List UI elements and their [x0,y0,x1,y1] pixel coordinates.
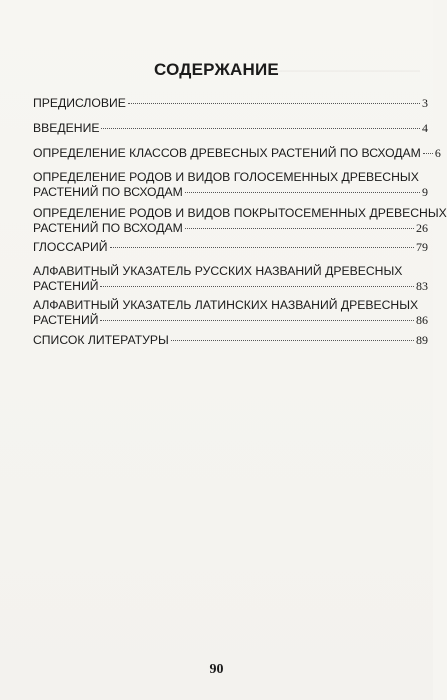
toc-entry [33,121,428,136]
toc-entry [33,146,441,161]
toc-entry [33,298,428,328]
toc-entry-title: ОПРЕДЕЛЕНИЕ РОДОВ И ВИДОВ ГОЛОСЕМЕННЫХ ДРЕВЕСНЫХ [33,170,419,184]
toc-entry [33,206,447,236]
toc-entry-title: РАСТЕНИЙ [33,313,99,327]
toc-entry [33,333,428,348]
toc-entry-title: РАСТЕНИЙ [33,279,99,293]
show-through-texture: ──────────────────── [235,63,420,78]
toc-entry [33,240,428,255]
toc-entry-page: 26 [416,221,428,235]
toc-entry [33,170,428,200]
page-title: СОДЕРЖАНИЕ [154,60,279,79]
toc-entry-title: ПРЕДИСЛОВИЕ [33,96,126,110]
toc-entry-title: ОПРЕДЕЛЕНИЕ КЛАССОВ ДРЕВЕСНЫХ РАСТЕНИЙ ПО ВСХОДАМ [33,146,421,160]
toc-entry-title: ГЛОССАРИЙ [33,240,108,254]
dot-leader [100,320,414,321]
dot-leader [101,128,420,129]
dot-leader [171,340,414,341]
dot-leader [100,286,414,287]
toc-entry-title: СПИСОК ЛИТЕРАТУРЫ [33,333,169,347]
toc-entry-page: 6 [434,146,441,160]
toc-entry-page: 9 [422,185,428,199]
toc-entry-title: РАСТЕНИЙ ПО ВСХОДАМ [33,221,183,235]
toc-entry-page: 3 [422,96,428,110]
toc-entry [33,264,428,294]
dot-leader [423,153,433,154]
toc-entry-title: РАСТЕНИЙ ПО ВСХОДАМ [33,185,183,199]
dot-leader [110,247,414,248]
toc-entry-page: 79 [416,240,428,254]
toc-entry-page: 89 [416,333,428,347]
toc-entry-page: 86 [416,313,428,327]
toc-entry-title: АЛФАВИТНЫЙ УКАЗАТЕЛЬ РУССКИХ НАЗВАНИЙ ДРЕВЕСНЫХ [33,264,403,278]
toc-entry-page: 83 [416,279,428,293]
toc-entry-title: ВВЕДЕНИЕ [33,121,100,135]
toc-entry [33,96,428,111]
toc-entry-page: 4 [422,121,428,135]
toc-entry-title: ОПРЕДЕЛЕНИЕ РОДОВ И ВИДОВ ПОКРЫТОСЕМЕННЫХ ДРЕВЕСНЫХ [33,206,447,220]
dot-leader [185,192,420,193]
page-number: 90 [209,662,224,677]
toc-entry-title: АЛФАВИТНЫЙ УКАЗАТЕЛЬ ЛАТИНСКИХ НАЗВАНИЙ ДРЕВЕСНЫХ [33,298,419,312]
dot-leader [128,103,420,104]
dot-leader [185,228,414,229]
